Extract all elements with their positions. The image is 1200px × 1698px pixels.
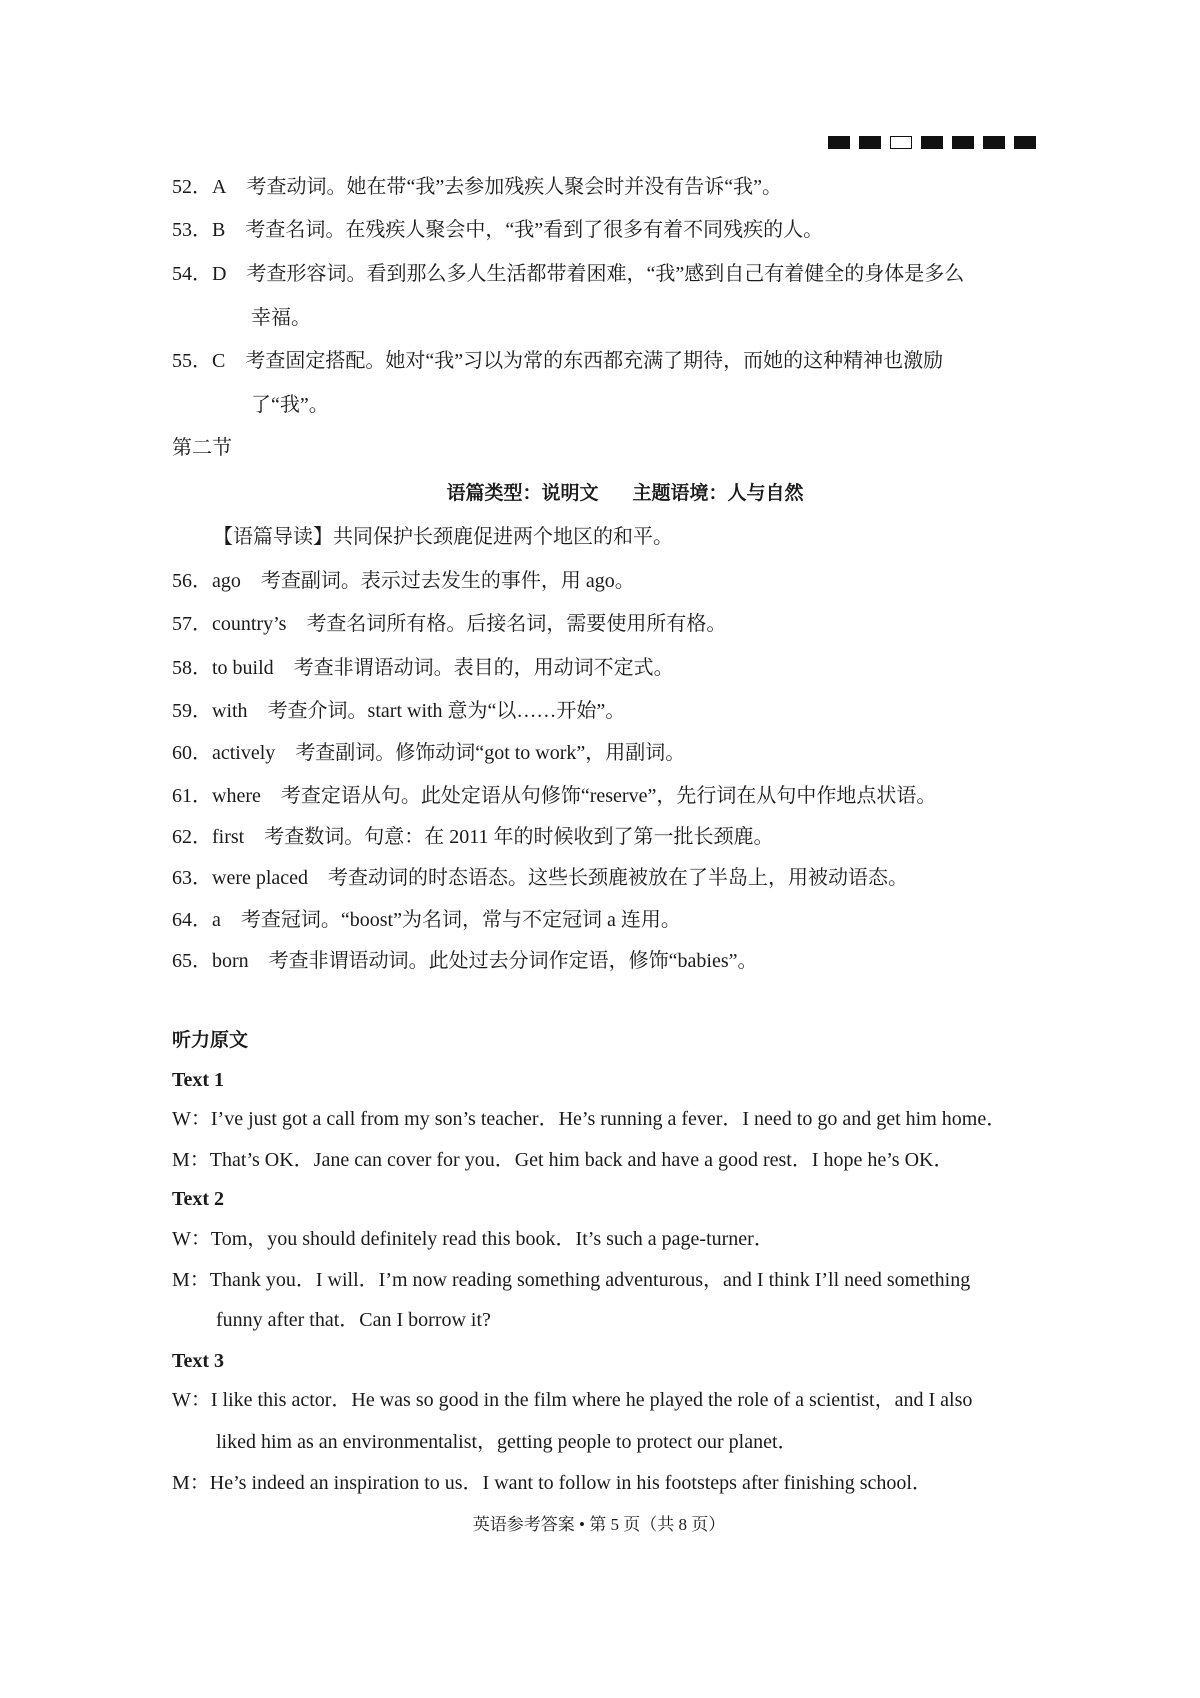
listening-title: 听力原文 bbox=[172, 1029, 249, 1051]
answer-item-64 bbox=[172, 906, 681, 934]
dialogue-text: That’s OK．Jane can cover for you．Get him back and have a good rest．I hope he’s OK． bbox=[209, 1149, 954, 1171]
item-answer: actively bbox=[212, 742, 276, 764]
item-explanation: 考查介词。start with 意为“以……开始”。 bbox=[267, 700, 626, 722]
item-explanation: 考查动词的时态语态。这些长颈鹿被放在了半岛上，用被动语态。 bbox=[328, 867, 909, 889]
item-explanation: 考查非谓语动词。表目的，用动词不定式。 bbox=[293, 657, 674, 679]
page-marker-filled bbox=[828, 136, 850, 149]
speaker-label: M： bbox=[172, 1269, 210, 1291]
section-title: 第二节 bbox=[172, 437, 232, 459]
item-number: 57． bbox=[172, 613, 212, 635]
item-answer: born bbox=[212, 950, 249, 972]
text-3-label: Text 3 bbox=[172, 1350, 225, 1372]
passage-guide-label: 【语篇导读】 bbox=[213, 526, 333, 548]
dialogue-line bbox=[172, 1225, 774, 1253]
answer-item-55-continued: 了“我”。 bbox=[251, 394, 329, 416]
item-explanation: 考查副词。表示过去发生的事件，用 ago。 bbox=[260, 570, 635, 592]
dialogue-text: I like this actor．He was so good in the film where he played the role of a scientist，and I also bbox=[210, 1389, 973, 1411]
item-answer: A bbox=[212, 176, 227, 198]
speaker-label: W： bbox=[172, 1389, 211, 1411]
answer-item-53 bbox=[172, 216, 823, 244]
item-answer: D bbox=[212, 263, 227, 285]
item-number: 60． bbox=[172, 742, 212, 764]
page-footer: 英语参考答案 • 第 5 页（共 8 页） bbox=[472, 1515, 726, 1534]
answer-item-60 bbox=[172, 739, 685, 767]
passage-info-heading bbox=[446, 479, 803, 507]
item-answer: B bbox=[212, 219, 226, 241]
item-number: 62． bbox=[172, 826, 212, 848]
item-number: 61． bbox=[172, 785, 212, 807]
item-explanation: 考查名词所有格。后接名词，需要使用所有格。 bbox=[306, 613, 727, 635]
speaker-label: M： bbox=[172, 1149, 210, 1171]
item-explanation: 考查形容词。看到那么多人生活都带着困难，“我”感到自己有着健全的身体是多么 bbox=[246, 263, 965, 285]
item-number: 59． bbox=[172, 700, 212, 722]
item-number: 53． bbox=[172, 219, 212, 241]
item-number: 65． bbox=[172, 950, 212, 972]
answer-item-65 bbox=[172, 947, 758, 975]
item-answer: country’s bbox=[212, 613, 287, 635]
item-answer: a bbox=[212, 909, 221, 931]
item-explanation: 考查副词。修饰动词“got to work”，用副词。 bbox=[295, 742, 686, 764]
answer-item-55 bbox=[172, 347, 943, 375]
item-explanation: 考查非谓语动词。此处过去分词作定语，修饰“babies”。 bbox=[268, 950, 758, 972]
item-number: 63． bbox=[172, 867, 212, 889]
item-explanation: 考查动词。她在带“我”去参加残疾人聚会时并没有告诉“我”。 bbox=[246, 176, 782, 198]
page-marker-filled bbox=[983, 136, 1005, 149]
page-marker-filled bbox=[921, 136, 943, 149]
item-number: 58． bbox=[172, 657, 212, 679]
dialogue-text: He’s indeed an inspiration to us．I want to follow in his footsteps after finishing school． bbox=[209, 1472, 932, 1494]
answer-item-58 bbox=[172, 654, 674, 682]
item-number: 64． bbox=[172, 909, 212, 931]
answer-item-59 bbox=[172, 697, 625, 725]
item-number: 52． bbox=[172, 176, 212, 198]
item-answer: to build bbox=[212, 657, 274, 679]
item-number: 56． bbox=[172, 570, 212, 592]
item-number: 54． bbox=[172, 263, 212, 285]
dialogue-line bbox=[172, 1469, 932, 1497]
item-answer: were placed bbox=[212, 867, 309, 889]
dialogue-line-continued: liked him as an environmentalist，getting people to protect our planet． bbox=[216, 1431, 798, 1453]
dialogue-line bbox=[172, 1266, 970, 1294]
passage-guide bbox=[213, 523, 673, 551]
passage-theme: 主题语境：人与自然 bbox=[632, 482, 804, 504]
page-marker-filled bbox=[1014, 136, 1036, 149]
passage-type: 语篇类型：说明文 bbox=[446, 482, 599, 504]
dialogue-line bbox=[172, 1146, 953, 1174]
speaker-label: W： bbox=[172, 1108, 211, 1130]
item-explanation: 考查固定搭配。她对“我”习以为常的东西都充满了期待，而她的这种精神也激励 bbox=[245, 350, 944, 372]
answer-item-61 bbox=[172, 782, 936, 810]
speaker-label: M： bbox=[172, 1472, 210, 1494]
page-marker-strip bbox=[828, 136, 1036, 149]
item-answer: C bbox=[212, 350, 226, 372]
dialogue-text: I’ve just got a call from my son’s teacher．He’s running a fever．I need to go and get him home． bbox=[210, 1108, 1007, 1130]
page-marker-filled bbox=[859, 136, 881, 149]
item-number: 55． bbox=[172, 350, 212, 372]
text-1-label: Text 1 bbox=[172, 1069, 225, 1091]
answer-item-63 bbox=[172, 864, 908, 892]
answer-item-54 bbox=[172, 260, 964, 288]
dialogue-text: Thank you．I will．I’m now reading something adventurous，and I think I’ll need something bbox=[209, 1269, 971, 1291]
dialogue-text: Tom，you should definitely read this book．It’s such a page-turner． bbox=[210, 1228, 774, 1250]
item-answer: first bbox=[212, 826, 245, 848]
passage-guide-text: 共同保护长颈鹿促进两个地区的和平。 bbox=[333, 526, 673, 548]
item-explanation: 考查冠词。“boost”为名词，常与不定冠词 a 连用。 bbox=[240, 909, 681, 931]
item-answer: with bbox=[212, 700, 248, 722]
answer-item-54-continued: 幸福。 bbox=[251, 307, 311, 329]
dialogue-line-continued: funny after that．Can I borrow it? bbox=[216, 1309, 491, 1331]
speaker-label: W： bbox=[172, 1228, 211, 1250]
page-marker-filled bbox=[952, 136, 974, 149]
item-explanation: 考查名词。在残疾人聚会中，“我”看到了很多有着不同残疾的人。 bbox=[245, 219, 824, 241]
answer-item-57 bbox=[172, 610, 726, 638]
text-2-label: Text 2 bbox=[172, 1188, 225, 1210]
dialogue-line bbox=[172, 1386, 972, 1414]
answer-item-62 bbox=[172, 823, 773, 851]
item-answer: ago bbox=[212, 570, 241, 592]
dialogue-line bbox=[172, 1105, 1006, 1133]
item-explanation: 考查定语从句。此处定语从句修饰“reserve”，先行词在从句中作地点状语。 bbox=[280, 785, 937, 807]
item-answer: where bbox=[212, 785, 261, 807]
item-explanation: 考查数词。句意：在 2011 年的时候收到了第一批长颈鹿。 bbox=[264, 826, 774, 848]
page-marker-empty bbox=[890, 136, 912, 149]
answer-item-52 bbox=[172, 173, 782, 201]
answer-item-56 bbox=[172, 567, 635, 595]
